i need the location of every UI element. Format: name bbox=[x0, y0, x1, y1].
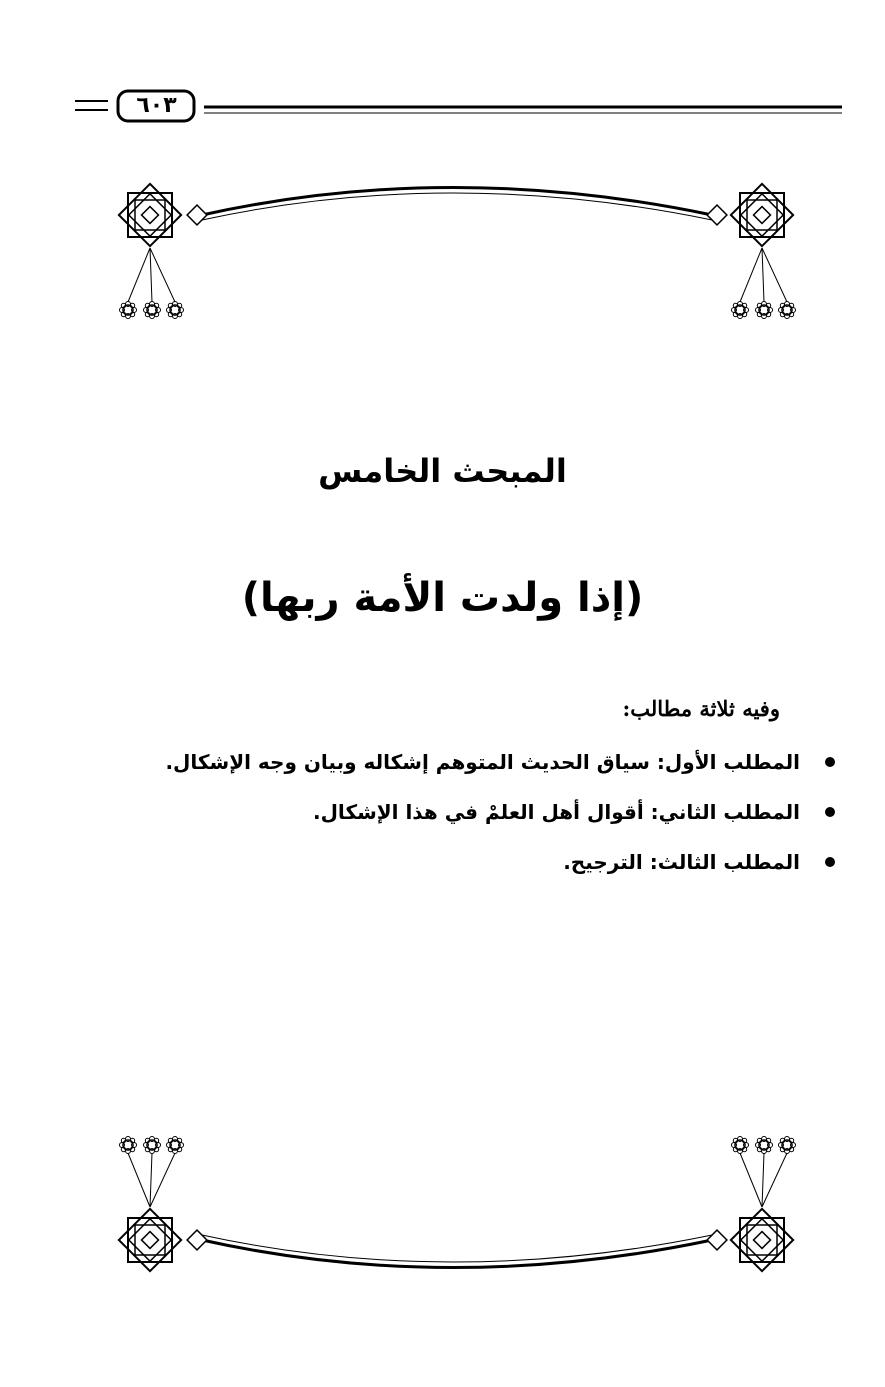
bottom-ornament bbox=[0, 1115, 885, 1285]
list-item bbox=[100, 742, 840, 792]
section-label: المطلب الثاني: أقوال أهل العلمْ في هذا الإشكال. bbox=[312, 800, 800, 824]
sections-list bbox=[100, 742, 840, 892]
list-item bbox=[100, 792, 840, 842]
section-label: المطلب الأول: سياق الحديث المتوهم إشكاله وبيان وجه الإشكال. bbox=[165, 750, 800, 774]
bullet-icon bbox=[825, 757, 835, 767]
chapter-subtitle: (إذا ولدت الأمة ربها) bbox=[241, 575, 644, 621]
chapter-title: المبحث الخامس bbox=[318, 452, 567, 490]
page-number: ٦٠٣ bbox=[136, 93, 177, 118]
list-item bbox=[100, 842, 840, 892]
section-label: المطلب الثالث: الترجيح. bbox=[563, 850, 800, 874]
page-number-bar bbox=[70, 88, 845, 128]
top-ornament bbox=[0, 170, 885, 340]
bullet-icon bbox=[825, 857, 835, 867]
bullet-icon bbox=[825, 807, 835, 817]
intro-text: وفيه ثلاثة مطالب: bbox=[622, 696, 780, 721]
